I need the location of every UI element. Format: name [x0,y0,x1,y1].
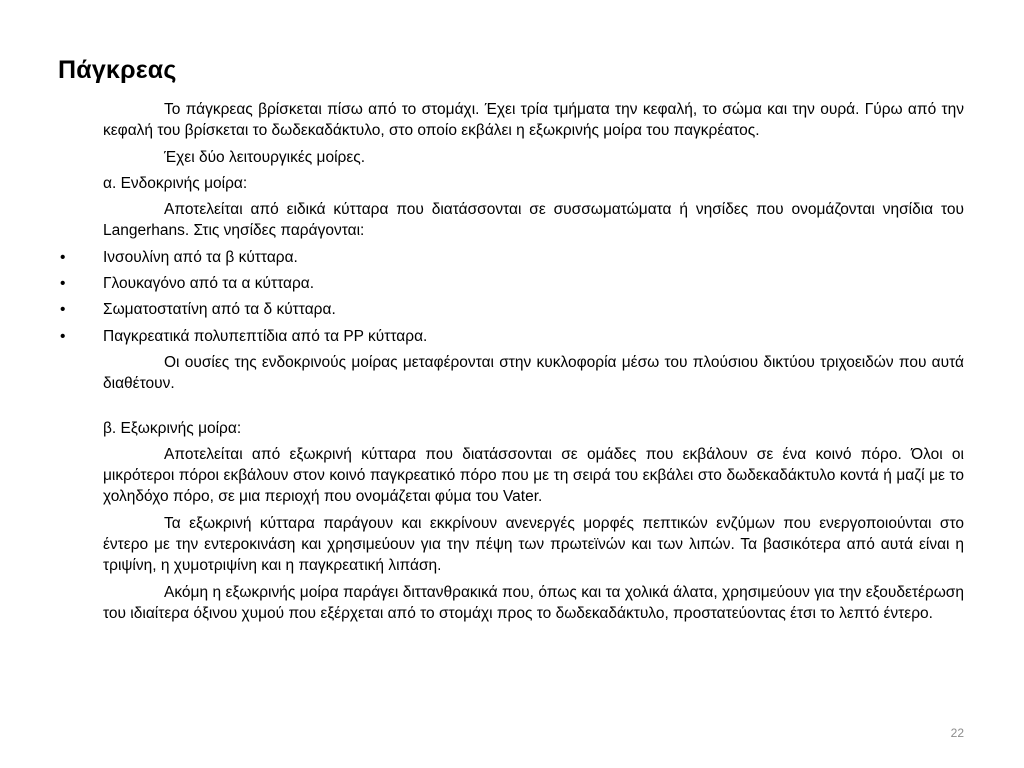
page-number: 22 [950,726,964,740]
spacer [103,400,964,418]
paragraph-two-parts: Έχει δύο λειτουργικές μοίρες. [164,148,366,166]
list-item [60,326,964,347]
list-item-text: Σωματοστατίνη από τα δ κύτταρα. [103,301,336,319]
hormone-list [60,247,964,347]
bullet-icon: • [60,275,66,293]
slide-body [60,99,964,629]
list-item [60,247,964,268]
bullet-icon: • [60,248,66,266]
paragraph-exocrine-bicarbonate: Ακόμη η εξωκρινής μοίρα παράγει διττανθρακικά που, όπως και τα χολικά άλατα, χρησιμεύουν για την εξουδετέρωση του ιδιαίτερα όξινου χυμού που εξέρχεται από το στομάχι προς το δωδεκαδάκτυλο, προστατεύοντας έτσι το λεπτό έντερο. [103,583,964,622]
endocrine-heading: α. Ενδοκρινής μοίρα: [103,174,248,192]
list-item-text: Παγκρεατικά πολυπεπτίδια από τα PP κύτταρα. [103,327,428,345]
paragraph-intro: Το πάγκρεας βρίσκεται πίσω από το στομάχι. Έχει τρία τμήματα την κεφαλή, το σώμα και την ουρά. Γύρω από την κεφαλή του βρίσκεται το δωδεκαδάκτυλο, στο οποίο εκβάλει η εξωκρινής μοίρα του παγκρέατος. [103,101,964,140]
paragraph-exocrine-enzymes: Τα εξωκρινή κύτταρα παράγουν και εκκρίνουν ανενεργές μορφές πεπτικών ενζύμων που ενεργοποιούνται στο έντερο με την εντεροκινάση και χρησιμεύουν για την πέψη των πρωτεϊνών και των λιπών. Τα βασικότερα από αυτά είναι η τριψίνη, η χυμοτριψίνη και η παγκρεατική λιπάση. [103,514,964,575]
paragraph-endocrine-desc: Αποτελείται από ειδικά κύτταρα που διατάσσονται σε συσσωματώματα ή νησίδες που ονομάζονται νησίδια του Langerhans. Στις νησίδες παράγονται: [103,201,964,240]
slide-title: Πάγκρεας [58,56,177,84]
list-item-text: Γλουκαγόνο από τα α κύτταρα. [103,275,315,293]
paragraph-exocrine-desc: Αποτελείται από εξωκρινή κύτταρα που διατάσσονται σε ομάδες που εκβάλουν σε ένα κοινό πόρο. Όλοι οι μικρότεροι πόροι εκβάλουν στον κοινό παγκρεατικό πόρο που με τη σειρά του εκβάλει στο δωδεκαδάκτυλο κοντά ή μαζί με το χοληδόχο πόρο, σε μια περιοχή που ονομάζεται φύμα του Vater. [103,445,964,506]
bullet-icon: • [60,327,66,345]
paragraph-endocrine-transport: Οι ουσίες της ενδοκρινούς μοίρας μεταφέρονται στην κυκλοφορία μέσω του πλούσιου δικτύου τριχοειδών που αυτά διαθέτουν. [103,353,964,393]
list-item-text: Ινσουλίνη από τα β κύτταρα. [103,248,298,266]
exocrine-heading: β. Εξωκρινής μοίρα: [103,419,242,437]
bullet-icon: • [60,301,66,319]
list-item [60,273,964,294]
list-item [60,299,964,320]
